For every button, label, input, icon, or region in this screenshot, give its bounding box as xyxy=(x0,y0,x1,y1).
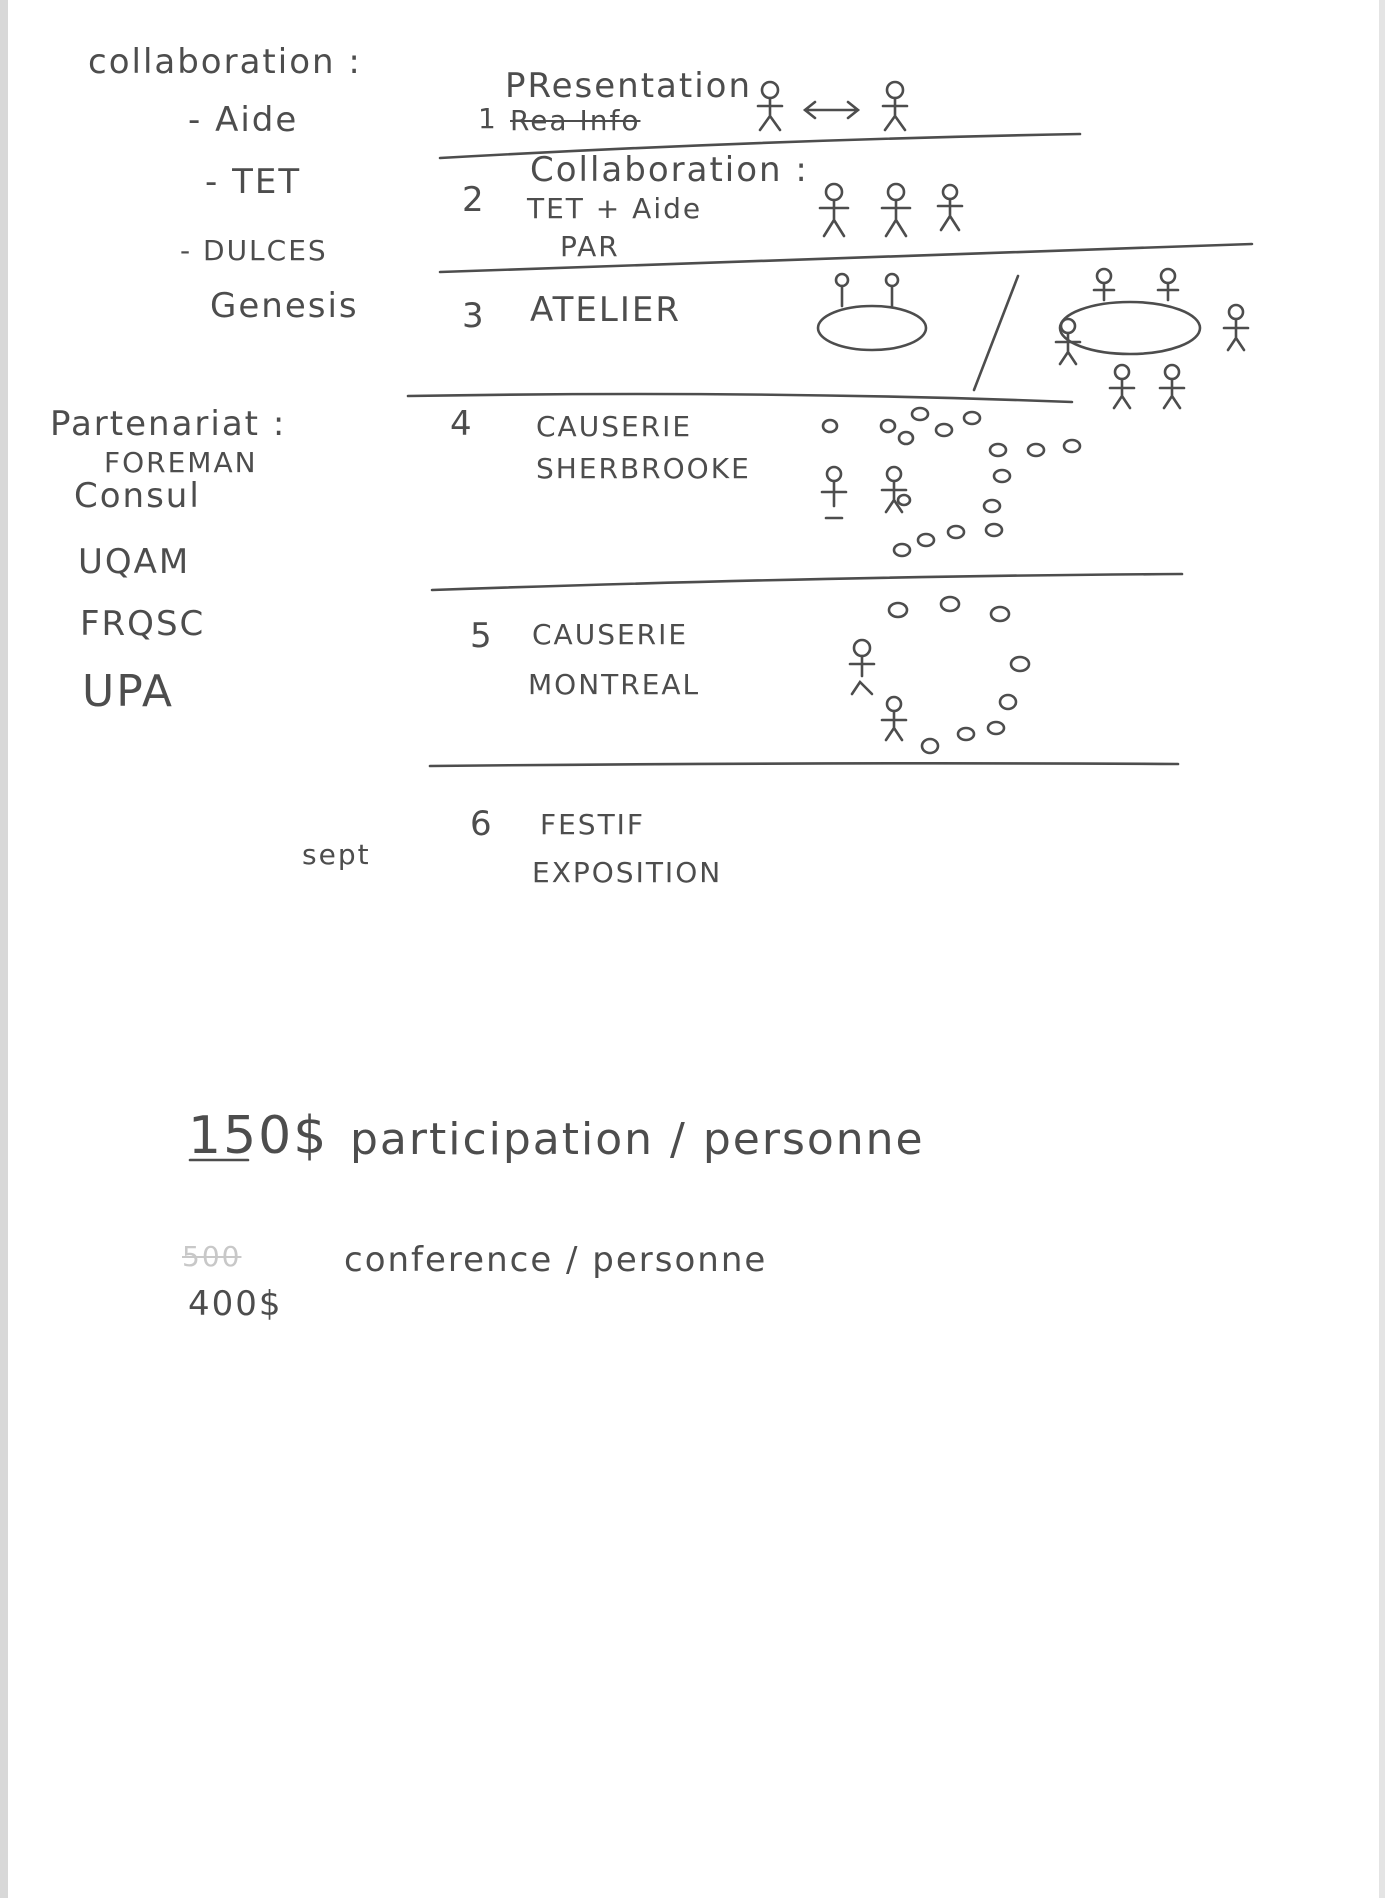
phase-5-title: CAUSERIE xyxy=(532,618,689,651)
partner-consul: Consul xyxy=(74,476,201,516)
phase-1-subtitle: Rea Info xyxy=(510,104,641,137)
figure-icon xyxy=(1224,305,1248,350)
conference-struck-amount: 500 xyxy=(182,1240,242,1273)
conference-amount: 400$ xyxy=(188,1284,283,1324)
collaboration-heading: collaboration : xyxy=(88,42,362,82)
crowd-circles xyxy=(889,597,1029,753)
figure-icon xyxy=(758,82,782,130)
divider-line-4 xyxy=(432,574,1182,590)
figure-icon xyxy=(1160,365,1184,408)
partner-frqsc: FRQSC xyxy=(80,604,206,644)
partner-uqam: UQAM xyxy=(78,542,191,582)
phase-2-number: 2 xyxy=(462,180,486,220)
table-icon xyxy=(1060,302,1200,354)
head-icon xyxy=(836,274,848,286)
figure-icon xyxy=(1094,269,1114,300)
figure-icon xyxy=(882,467,906,512)
figure-icon xyxy=(820,184,848,236)
sept-note: sept xyxy=(302,838,371,871)
phase-6-number: 6 xyxy=(470,804,494,844)
phase-2-line2: TET + Aide xyxy=(527,192,703,225)
phase-5-number: 5 xyxy=(470,616,494,656)
figure-icon xyxy=(882,697,906,740)
double-arrow-icon xyxy=(805,102,858,118)
figure-icon xyxy=(1110,365,1134,408)
participation-amount: 150$ xyxy=(188,1106,329,1166)
divider-line-5 xyxy=(430,763,1178,766)
phase-1-title: PResentation xyxy=(505,66,752,106)
phase-4-number: 4 xyxy=(450,404,474,444)
collaboration-item-dulces: - DULCES xyxy=(180,234,328,267)
figure-icon xyxy=(822,467,846,518)
phase-1-number: 1 xyxy=(478,102,498,135)
paper-left-edge xyxy=(0,0,8,1898)
participation-label: participation / personne xyxy=(350,1114,925,1165)
partner-foreman: FOREMAN xyxy=(104,446,258,479)
slash-divider xyxy=(974,276,1018,390)
phase-5-line2: MONTREAL xyxy=(528,668,701,701)
phase-2-line3: PAR xyxy=(560,230,620,263)
phase-6-line2: EXPOSITION xyxy=(532,856,723,889)
table-icon xyxy=(818,306,926,350)
figure-icon xyxy=(1158,269,1178,300)
head-icon xyxy=(886,274,898,286)
figure-icon xyxy=(882,184,910,236)
phase-2-title: Collaboration : xyxy=(530,150,809,190)
collaboration-item-aide: - Aide xyxy=(188,100,299,140)
phase-6-title: FESTIF xyxy=(540,808,646,841)
phase-3-title: ATELIER xyxy=(530,290,681,330)
partenariat-heading: Partenariat : xyxy=(50,404,287,444)
phase-4-title: CAUSERIE xyxy=(536,410,693,443)
collaboration-item-genesis: Genesis xyxy=(210,286,359,326)
figure-icon xyxy=(1056,319,1080,364)
crowd-circles xyxy=(823,408,1080,556)
conference-label: conference / personne xyxy=(344,1240,768,1280)
figure-icon xyxy=(883,82,907,130)
partner-upa: UPA xyxy=(82,666,175,717)
divider-line-3 xyxy=(408,394,1072,402)
figure-icon xyxy=(850,640,874,694)
figure-icon xyxy=(938,185,962,230)
paper-right-edge xyxy=(1379,0,1385,1898)
collaboration-item-tet: - TET xyxy=(205,162,302,202)
phase-4-line2: SHERBROOKE xyxy=(536,452,751,485)
phase-3-number: 3 xyxy=(462,296,486,336)
